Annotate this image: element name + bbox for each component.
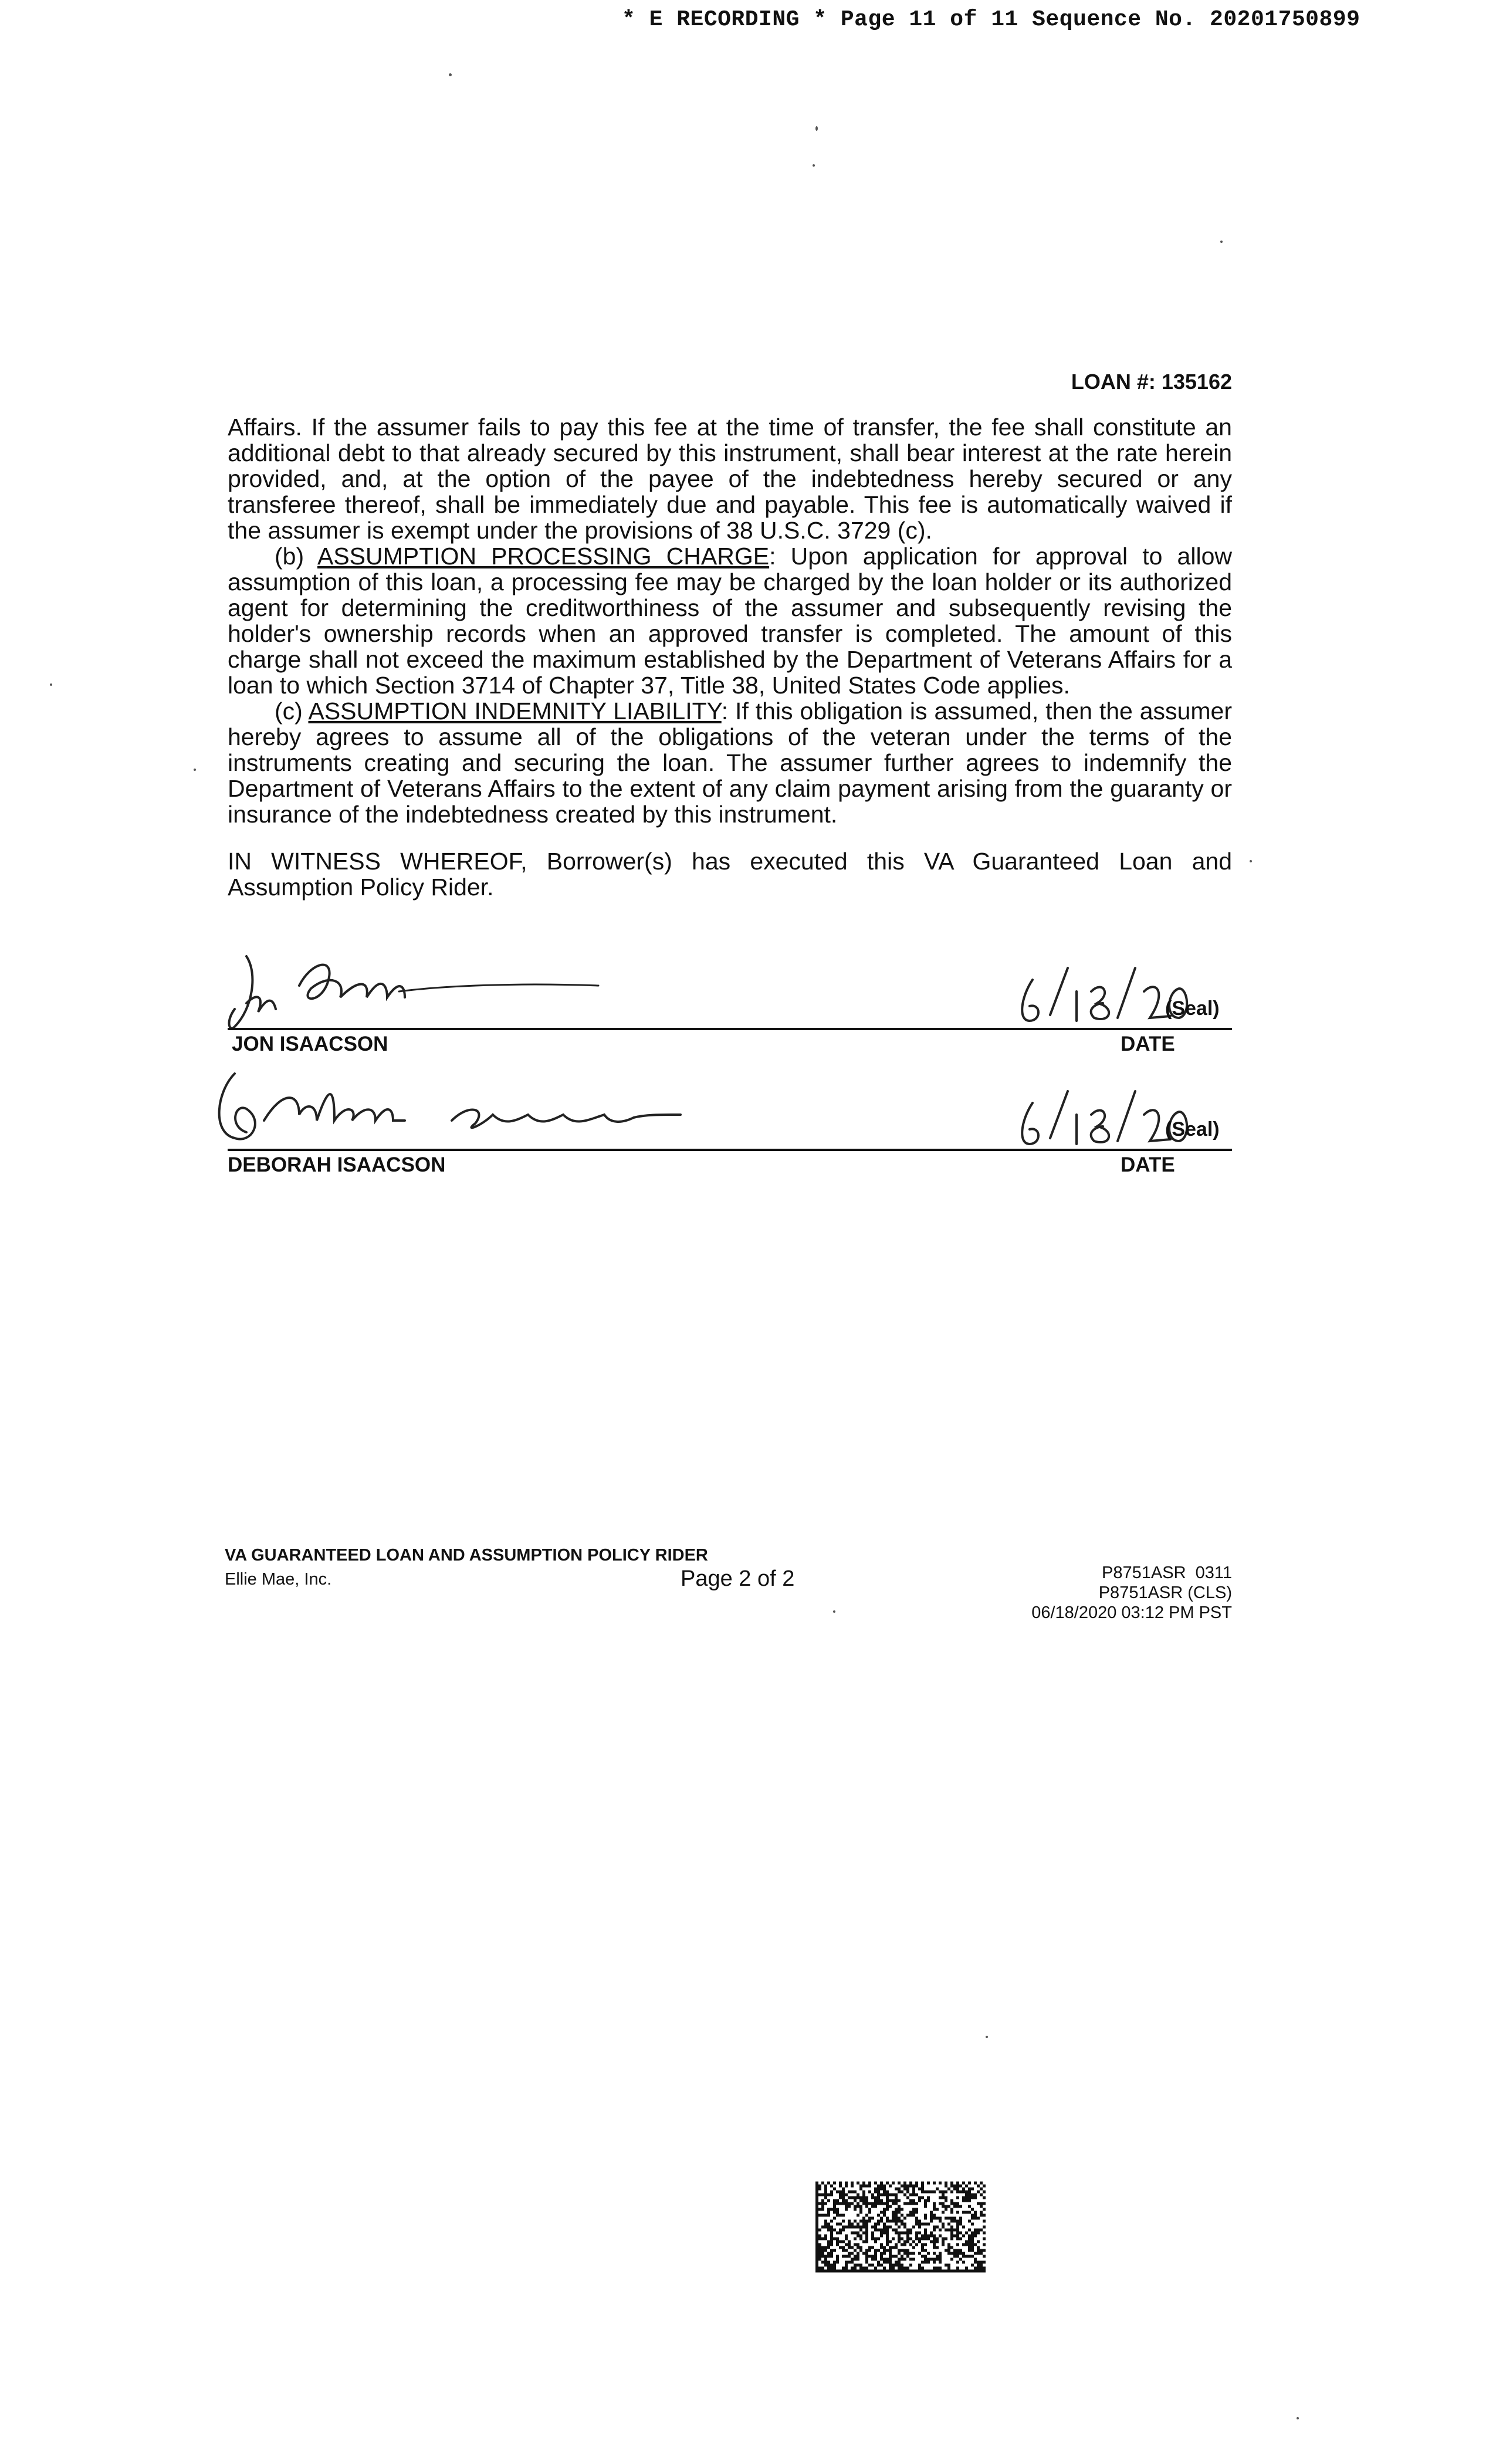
scan-speck — [50, 683, 52, 686]
paragraph-b — [228, 543, 1232, 698]
paragraph-b-prefix: (b) — [275, 543, 304, 570]
footer-form-title: VA GUARANTEED LOAN AND ASSUMPTION POLICY RIDER — [225, 1546, 708, 1565]
paragraph-c-prefix: (c) — [275, 698, 303, 725]
footer-company: Ellie Mae, Inc. — [225, 1570, 332, 1589]
paragraph-b-heading: ASSUMPTION PROCESSING CHARGE — [317, 543, 770, 570]
footer-code-1: P8751ASR 0311 — [1102, 1563, 1232, 1582]
seal-label-2: (Seal) — [1165, 1118, 1220, 1140]
footer-page-number: Page 2 of 2 — [681, 1566, 795, 1591]
scan-speck — [194, 769, 196, 771]
scan-speck — [813, 164, 815, 167]
footer-timestamp: 06/18/2020 03:12 PM PST — [1031, 1603, 1232, 1622]
scan-speck — [833, 1610, 835, 1613]
scan-speck — [1250, 860, 1252, 862]
seal-label-1: (Seal) — [1165, 997, 1220, 1020]
signature-line-2 — [228, 1149, 1232, 1151]
paragraph-c-heading: ASSUMPTION INDEMNITY LIABILITY — [308, 698, 722, 725]
scan-speck — [815, 126, 818, 131]
scan-speck — [1220, 241, 1223, 243]
footer-form-codes — [1031, 1563, 1232, 1623]
datamatrix-barcode-icon — [815, 2181, 986, 2273]
witness-clause: IN WITNESS WHEREOF, Borrower(s) has executed this VA Guaranteed Loan and Assumption Policy Rider. — [228, 848, 1232, 901]
footer-code-2: P8751ASR (CLS) — [1098, 1583, 1232, 1602]
loan-number-value: 135162 — [1161, 370, 1232, 394]
signature-jon-isaacson-image — [211, 939, 716, 1038]
scan-speck — [1297, 2417, 1299, 2419]
loan-number-label: LOAN #: — [1071, 370, 1156, 394]
date-label-1: DATE — [1121, 1033, 1175, 1055]
signature-line-1 — [228, 1028, 1232, 1030]
paragraph-c — [228, 698, 1232, 827]
rider-body — [228, 414, 1232, 827]
scan-speck — [449, 73, 452, 76]
signer-name-1: JON ISAACSON — [232, 1033, 388, 1055]
recording-header: * E RECORDING * Page 11 of 11 Sequence No. 20201750899 — [622, 7, 1360, 32]
loan-number — [1071, 370, 1232, 394]
date-label-2: DATE — [1121, 1153, 1175, 1176]
signature-deborah-isaacson-image — [199, 1056, 763, 1162]
paragraph-a-continued: Affairs. If the assumer fails to pay this fee at the time of transfer, the fee shall constitute an additional debt to that already secured by this instrument, shall bear interest at the rate herein provided, and, at the option of the payee of the indebtedness hereby secured or any transferee thereof, shall be immediately due and payable. This fee is automatically waived if the assumer is exempt under the provisions of 38 U.S.C. 3729 (c). — [228, 414, 1232, 544]
scan-speck — [986, 2036, 988, 2038]
paragraph-b-text: : Upon application for approval to allow assumption of this loan, a processing fee may be charged by the loan holder or its authorized agent for determining the creditworthiness of the assumer and subsequently revising the holder's ownership records when an approved transfer is completed. The amount of this charge shall not exceed the maximum established by the Department of Veterans Affairs for a loan to which Section 3714 of Chapter 37, Title 38, United States Code applies. — [228, 543, 1232, 699]
signer-name-2: DEBORAH ISAACSON — [228, 1153, 446, 1176]
paragraph-c-text: : If this obligation is assumed, then the assumer hereby agrees to assume all of the obligations of the veteran under the terms of the instruments creating and securing the loan. The assumer further agrees to indemnify the Department of Veterans Affairs to the extent of any claim payment arising from the guaranty or insurance of the indebtedness created by this instrument. — [228, 698, 1232, 828]
signature-date-1-image — [1009, 956, 1209, 1033]
signature-date-2-image — [1009, 1079, 1209, 1156]
